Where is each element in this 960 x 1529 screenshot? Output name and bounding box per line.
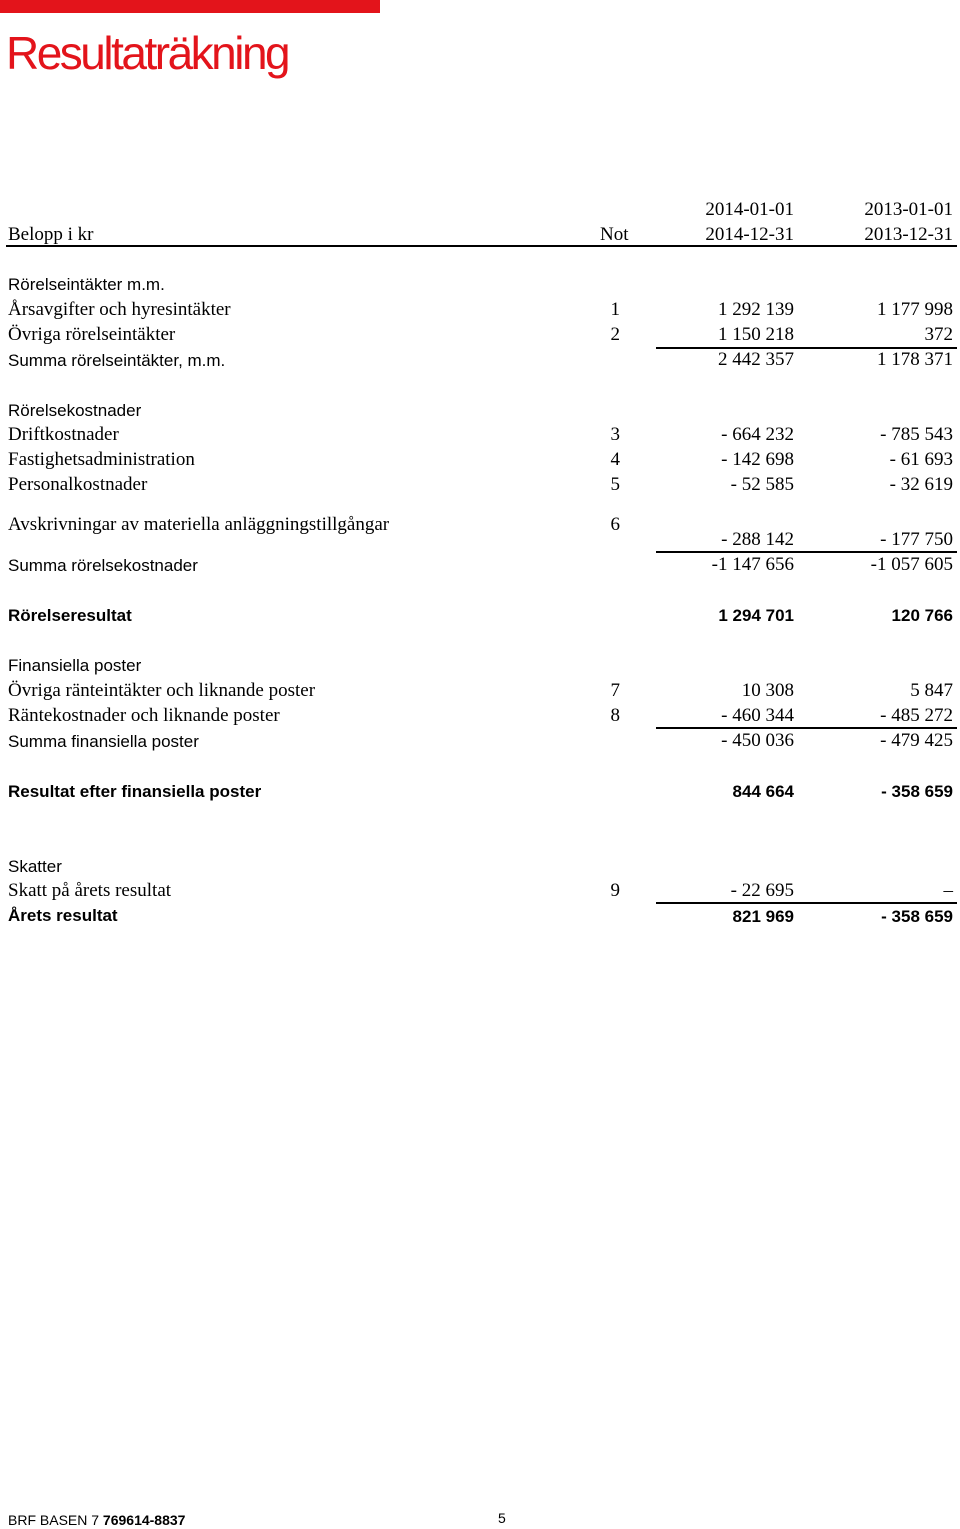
costs-heading: Rörelsekostnader (8, 401, 142, 420)
row-value-2014: - 142 698 (721, 449, 794, 470)
page-number: 5 (498, 1510, 506, 1526)
row-note: 6 (610, 514, 620, 535)
header-accent-bar (0, 0, 380, 13)
row-label: Skatt på årets resultat (8, 880, 172, 901)
note-header: Not (600, 224, 629, 245)
taxes-heading: Skatter (8, 857, 62, 876)
row-label: Fastighetsadministration (8, 449, 195, 470)
row-value-2013: 372 (924, 324, 953, 345)
row-value-2014: 1 292 139 (718, 299, 794, 320)
period1-end: 2014-12-31 (705, 224, 794, 245)
row-value-2013: 1 177 998 (877, 299, 953, 320)
total-value-2013: 1 178 371 (877, 349, 953, 370)
result-after-financial-label: Resultat efter finansiella poster (8, 782, 262, 801)
operating-result-label: Rörelseresultat (8, 606, 132, 625)
row-note: 2 (610, 324, 620, 345)
row-note: 7 (610, 680, 620, 701)
page-title: Resultaträkning (6, 27, 289, 79)
row-label: Övriga rörelseintäkter (8, 324, 176, 345)
row-value-2013: - 785 543 (880, 424, 953, 445)
footer-org-number: 769614-8837 (102, 1512, 186, 1528)
total-value-2014: - 450 036 (721, 730, 794, 751)
footer-org-name: BRF BASEN 7 (8, 1512, 100, 1528)
sum-line (656, 727, 957, 729)
operating-result-2014: 1 294 701 (718, 606, 794, 625)
row-value-2014: - 22 695 (730, 880, 794, 901)
total-value-2014: -1 147 656 (711, 554, 794, 575)
total-label: Summa rörelseintäkter, m.m. (8, 351, 226, 370)
result-after-financial-2013: - 358 659 (881, 782, 953, 801)
period2-start: 2013-01-01 (864, 199, 953, 220)
row-label: Övriga ränteintäkter och liknande poster (8, 680, 316, 701)
total-value-2013: -1 057 605 (870, 554, 953, 575)
row-value-2013: - 32 619 (889, 474, 953, 495)
period1-start: 2014-01-01 (705, 199, 794, 220)
amount-label: Belopp i kr (8, 224, 94, 245)
footer-org (8, 1512, 185, 1528)
result-after-financial-2014: 844 664 (732, 782, 794, 801)
year-result-2014: 821 969 (732, 907, 794, 926)
row-note: 8 (610, 705, 620, 726)
operating-result-2013: 120 766 (891, 606, 953, 625)
total-value-2014: 2 442 357 (718, 349, 794, 370)
row-value-2014: - 664 232 (721, 424, 794, 445)
header-underline (6, 245, 957, 247)
row-value-2013: - 61 693 (889, 449, 953, 470)
row-note: 9 (610, 880, 620, 901)
total-label: Summa finansiella poster (8, 732, 199, 751)
row-value-2014: - 52 585 (730, 474, 794, 495)
year-result-2013: - 358 659 (881, 907, 953, 926)
sum-line (656, 902, 957, 904)
row-note: 1 (610, 299, 620, 320)
row-value-2014: 10 308 (741, 680, 794, 701)
income-heading: Rörelseintäkter m.m. (8, 275, 165, 294)
row-value-2013: - 485 272 (880, 705, 953, 726)
row-label: Driftkostnader (8, 424, 119, 445)
year-result-label: Årets resultat (8, 906, 118, 925)
sum-line (656, 551, 957, 553)
period2-end: 2013-12-31 (864, 224, 953, 245)
row-note: 5 (610, 474, 620, 495)
row-label: Personalkostnader (8, 474, 148, 495)
row-value-2013: - 177 750 (880, 529, 953, 550)
row-value-2014: - 460 344 (721, 705, 794, 726)
row-label: Avskrivningar av materiella anläggningstillgångar (8, 514, 390, 535)
row-note: 3 (610, 424, 620, 445)
row-label: Räntekostnader och liknande poster (8, 705, 280, 726)
total-value-2013: - 479 425 (880, 730, 953, 751)
financial-heading: Finansiella poster (8, 656, 142, 675)
row-note: 4 (610, 449, 620, 470)
row-value-2014: 1 150 218 (718, 324, 794, 345)
row-value-2013: 5 847 (910, 680, 953, 701)
row-value-2014: - 288 142 (721, 529, 794, 550)
row-value-2013: – (943, 880, 953, 901)
row-label: Årsavgifter och hyresintäkter (8, 299, 231, 320)
total-label: Summa rörelsekostnader (8, 556, 198, 575)
